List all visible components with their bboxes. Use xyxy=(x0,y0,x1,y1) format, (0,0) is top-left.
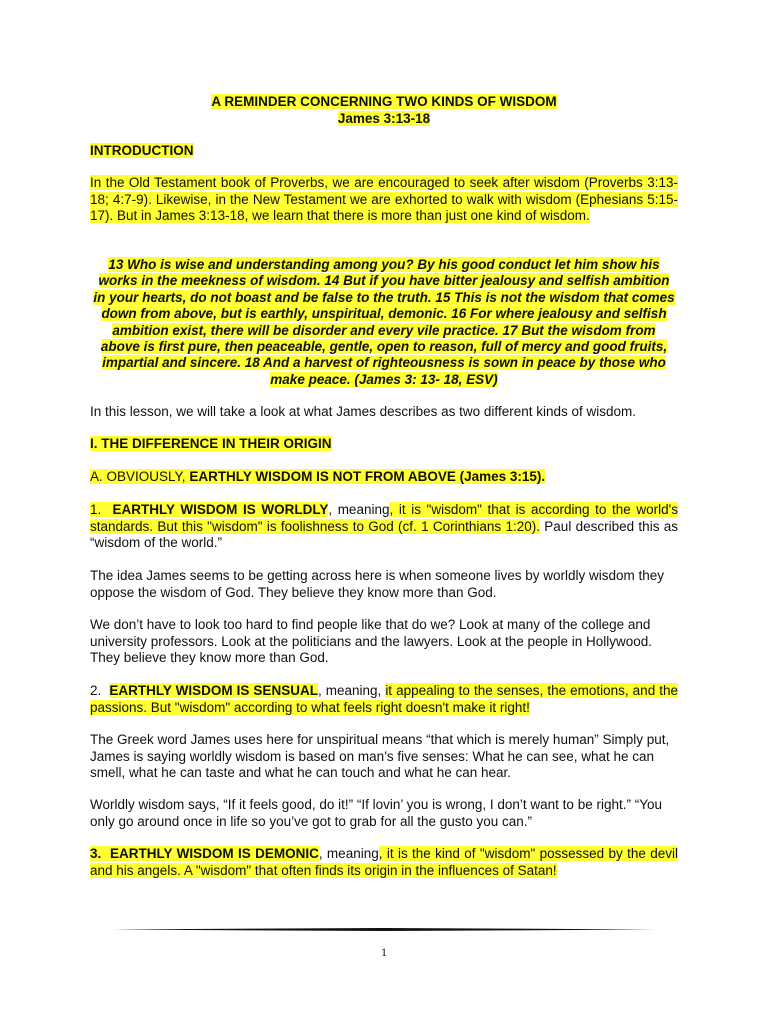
title-line-2: James 3:13-18 xyxy=(337,110,431,126)
paragraph-worldly: Worldly wisdom says, “If it feels good, do it!” “If lovin’ you is wrong, I don’t want to be right.” “You only go around once in life so you’ve got to grab for all the gusto you can.” xyxy=(90,797,662,829)
paragraph-professors: We don’t have to look too hard to find people like that do we? Look at many of the college and university professors. Look at the politicians and the lawyers. Look at the people in Hollywood. They believe they know more than God. xyxy=(90,617,653,665)
intro-paragraph xyxy=(90,175,678,225)
point-1 xyxy=(90,502,678,552)
title-line-1: A REMINDER CONCERNING TWO KINDS OF WISDOM xyxy=(211,94,557,109)
footer-divider xyxy=(113,928,655,931)
point-3 xyxy=(90,846,678,879)
subsection-a-prefix: A. OBVIOUSLY, xyxy=(90,469,186,484)
point-2-highlight: it appealing to the senses, the emotions, and the passions. But "wisdom" according to what feels right doesn't make it right! xyxy=(90,683,678,715)
point-1-highlight: , it is "wisdom" that is according to the world's standards. But this "wisdom" is foolishness to God (cf. 1 Corinthians 1:20). xyxy=(90,502,678,534)
section-heading xyxy=(90,436,678,453)
point-3-number: 3. xyxy=(90,846,102,861)
document-title xyxy=(90,94,678,127)
intro-paragraph-text: In the Old Testament book of Proverbs, we are encouraged to seek after wisdom (Proverbs 3:13-18; 4:7-9). Likewise, in the New Testament we are exhorted to walk with wisdom (Ephesians 5:15-17). But in James 3:13-18, we learn that there is more than just one kind of wisdom. xyxy=(90,175,678,223)
lesson-intro: In this lesson, we will take a look at what James describes as two different kinds of wisdom. xyxy=(90,404,636,419)
scripture-quote xyxy=(92,257,676,388)
point-1-heading: EARTHLY WISDOM IS WORLDLY xyxy=(112,502,329,517)
scripture-text: 13 Who is wise and understanding among you? By his good conduct let him show his works in the meekness of wisdom. 14 But if you have bitter jealousy and selfish ambition in your hearts, do not boast and be false to the truth. 15 This is not the wisdom that comes down from above, but is earthly, unspiritual, demonic. 16 For where jealousy and selfish ambition exist, there will be disorder and every vile practice. 17 But the wisdom from above is first pure, then peaceable, gentle, open to reason, full of mercy and good fruits, impartial and sincere. 18 And a harvest of righteousness is sown in peace by those who make peace. (James 3: 13- 18, ESV) xyxy=(93,257,675,387)
point-3-heading: EARTHLY WISDOM IS DEMONIC xyxy=(109,846,319,861)
paragraph-greek: The Greek word James uses here for unspiritual means “that which is merely human” Simply put, James is saying worldly wisdom is based on man’s five senses: What he can see, what he can smell, what he can taste and what he can touch and what he can hear. xyxy=(90,732,670,780)
point-2-number: 2. xyxy=(90,683,102,698)
intro-heading-text: INTRODUCTION xyxy=(90,143,194,158)
point-3-highlight: , it is the kind of "wisdom" possessed by the devil and his angels. A "wisdom" that often finds its origin in the influences of Satan! xyxy=(90,846,679,878)
intro-heading xyxy=(90,143,678,160)
subsection-a-title: EARTHLY WISDOM IS NOT FROM ABOVE (James 3:15). xyxy=(189,469,546,484)
point-1-number: 1. xyxy=(90,502,102,517)
point-2-connector: , meaning, xyxy=(317,683,386,698)
page-number: 1 xyxy=(381,945,387,959)
point-1-connector: , meaning xyxy=(328,502,390,517)
point-2 xyxy=(90,683,678,716)
section-heading-text: I. THE DIFFERENCE IN THEIR ORIGIN xyxy=(90,436,332,451)
point-2-heading: EARTHLY WISDOM IS SENSUAL xyxy=(109,683,318,698)
subsection-a xyxy=(90,469,678,486)
point-3-connector: , meaning xyxy=(318,846,379,861)
paragraph-idea: The idea James seems to be getting across here is when someone lives by worldly wisdom they oppose the wisdom of God. They believe they know more than God. xyxy=(90,568,665,600)
point-1-rest: Paul described this as “wisdom of the world.” xyxy=(90,518,678,550)
